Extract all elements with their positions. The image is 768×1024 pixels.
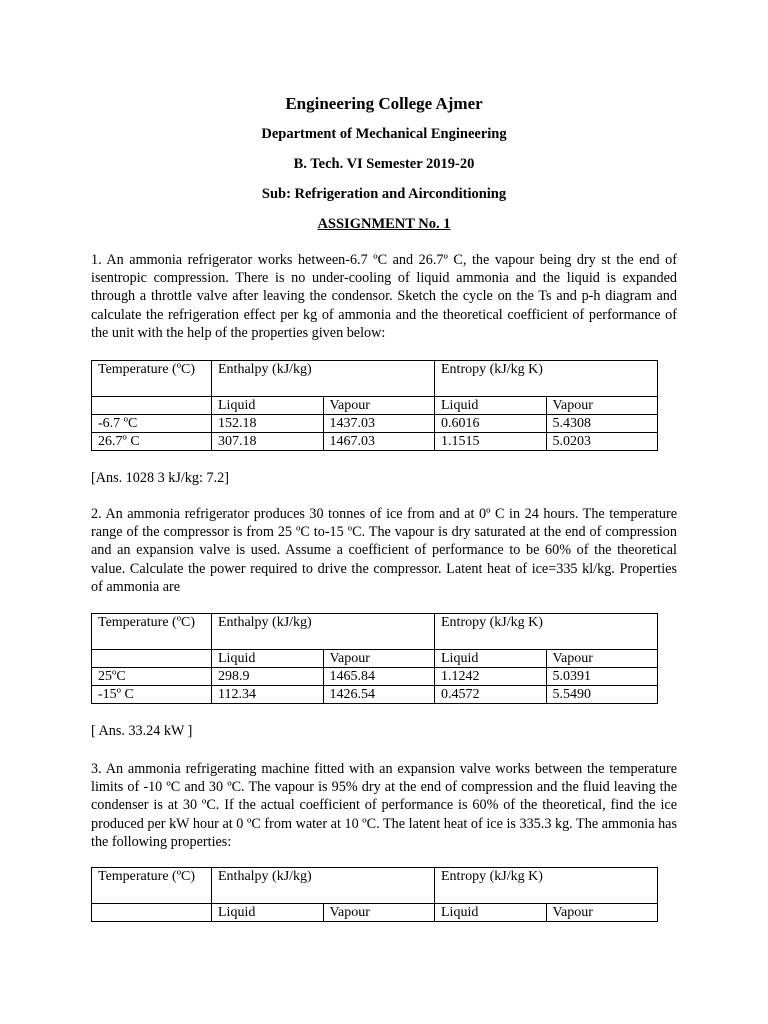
- question-1-properties-table: [91, 360, 658, 451]
- header-liquid: Liquid: [212, 650, 324, 668]
- semester-heading: B. Tech. VI Semester 2019-20: [293, 156, 475, 172]
- table-cell: 1.1242: [435, 668, 547, 686]
- table-cell: 298.9: [212, 668, 324, 686]
- header-vapour: Vapour: [323, 904, 435, 922]
- question-2-properties-table: [91, 613, 658, 704]
- header-vapour: Vapour: [546, 650, 658, 668]
- college-title: Engineering College Ajmer: [285, 94, 483, 113]
- table-cell: 5.4308: [546, 415, 658, 433]
- table-cell: 1437.03: [323, 415, 435, 433]
- question-2-text: 2. An ammonia refrigerator produces 30 tonnes of ice from and at 0º C in 24 hours. The temperature range of the compressor is from 25 ºC to-15 ºC. The vapour is dry saturated at the end of compression and an expansion valve is used. Assume a coefficient of performance to be 60% of the theoretical value. Calculate the power required to drive the compressor. Latent heat of ice=335 kl/kg. Properties of ammonia are: [91, 506, 677, 595]
- question-3-properties-table: [91, 867, 658, 922]
- question-2-answer: [ Ans. 33.24 kW ]: [91, 723, 193, 739]
- table-cell: 1426.54: [323, 686, 435, 704]
- question-1-answer: [Ans. 1028 3 kJ/kg: 7.2]: [91, 470, 229, 486]
- header-temperature: Temperature (ºC): [92, 361, 212, 397]
- header-blank: [92, 904, 212, 922]
- header-temperature: Temperature (ºC): [92, 614, 212, 650]
- assignment-heading: ASSIGNMENT No. 1: [317, 216, 451, 232]
- header-liquid: Liquid: [212, 397, 324, 415]
- table-cell: 5.0391: [546, 668, 658, 686]
- table-cell: 0.4572: [435, 686, 547, 704]
- header-liquid: Liquid: [435, 397, 547, 415]
- table-cell: 307.18: [212, 433, 324, 451]
- table-row: [92, 433, 658, 451]
- header-liquid: Liquid: [435, 904, 547, 922]
- table-cell: 5.5490: [546, 686, 658, 704]
- header-enthalpy: Enthalpy (kJ/kg): [212, 614, 435, 650]
- header-entropy: Entropy (kJ/kg K): [435, 868, 658, 904]
- table-cell: 1465.84: [323, 668, 435, 686]
- header-vapour: Vapour: [323, 650, 435, 668]
- table-cell: 25ºC: [92, 668, 212, 686]
- table-row: [92, 415, 658, 433]
- header-liquid: Liquid: [435, 650, 547, 668]
- table-cell: 0.6016: [435, 415, 547, 433]
- question-1-text: 1. An ammonia refrigerator works hetween-6.7 ºC and 26.7º C, the vapour being dry st the end of isentropic compression. There is no under-cooling of liquid ammonia and the liquid is expanded through a throttle valve after leaving the condensor. Sketch the cycle on the Ts and p-h diagram and calculate the refrigeration effect per kg of ammonia and the theoretical coefficient of performance of the unit with the help of the properties given below:: [91, 252, 677, 341]
- header-blank: [92, 397, 212, 415]
- table-row: [92, 668, 658, 686]
- header-vapour: Vapour: [323, 397, 435, 415]
- table-cell: 1.1515: [435, 433, 547, 451]
- subject-heading: Sub: Refrigeration and Airconditioning: [261, 186, 507, 202]
- header-enthalpy: Enthalpy (kJ/kg): [212, 868, 435, 904]
- department-heading: Department of Mechanical Engineering: [261, 126, 507, 142]
- header-entropy: Entropy (kJ/kg K): [435, 361, 658, 397]
- table-cell: 26.7º C: [92, 433, 212, 451]
- table-row: [92, 686, 658, 704]
- table-cell: 112.34: [212, 686, 324, 704]
- table-cell: -6.7 ºC: [92, 415, 212, 433]
- header-blank: [92, 650, 212, 668]
- header-vapour: Vapour: [546, 397, 658, 415]
- header-vapour: Vapour: [546, 904, 658, 922]
- question-3-text: 3. An ammonia refrigerating machine fitted with an expansion valve works between the temperature limits of -10 ºC and 30 ºC. The vapour is 95% dry at the end of compression and the fluid leaving the condenser is at 30 ºC. If the actual coefficient of performance is 60% of the theoretical, find the ice produced per kW hour at 0 ºC from water at 10 ºC. The latent heat of ice is 335.3 kg. The ammonia has the following properties:: [91, 761, 677, 850]
- table-cell: -15º C: [92, 686, 212, 704]
- table-cell: 152.18: [212, 415, 324, 433]
- header-liquid: Liquid: [212, 904, 324, 922]
- header-enthalpy: Enthalpy (kJ/kg): [212, 361, 435, 397]
- table-cell: 5.0203: [546, 433, 658, 451]
- table-cell: 1467.03: [323, 433, 435, 451]
- header-temperature: Temperature (ºC): [92, 868, 212, 904]
- header-entropy: Entropy (kJ/kg K): [435, 614, 658, 650]
